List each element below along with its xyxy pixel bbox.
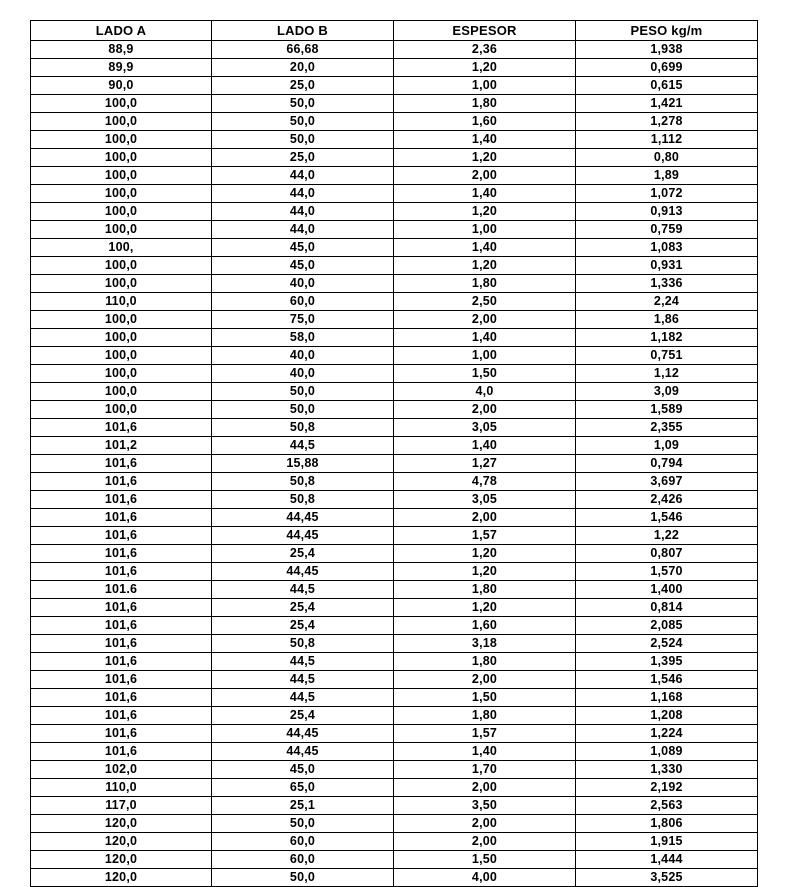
table-cell: 1,57	[394, 725, 576, 743]
table-cell: 100,0	[31, 167, 212, 185]
table-cell: 2,00	[394, 401, 576, 419]
table-cell: 100,	[31, 239, 212, 257]
table-cell: 2,00	[394, 779, 576, 797]
table-cell: 50,8	[212, 635, 394, 653]
table-cell: 0,814	[576, 599, 758, 617]
table-cell: 40,0	[212, 347, 394, 365]
table-cell: 25,0	[212, 149, 394, 167]
table-cell: 50,8	[212, 491, 394, 509]
table-cell: 100,0	[31, 347, 212, 365]
table-cell: 50,0	[212, 869, 394, 887]
table-cell: 2,00	[394, 815, 576, 833]
table-cell: 2,085	[576, 617, 758, 635]
table-row	[31, 365, 758, 383]
table-row	[31, 509, 758, 527]
table-cell: 58,0	[212, 329, 394, 347]
table-cell: 101,2	[31, 437, 212, 455]
table-row	[31, 833, 758, 851]
table-cell: 50,0	[212, 815, 394, 833]
table-cell: 100,0	[31, 257, 212, 275]
table-row	[31, 293, 758, 311]
table-cell: 1,20	[394, 203, 576, 221]
table-cell: 1,208	[576, 707, 758, 725]
table-row	[31, 419, 758, 437]
table-row	[31, 761, 758, 779]
table-cell: 100,0	[31, 275, 212, 293]
table-cell: 44,45	[212, 509, 394, 527]
table-cell: 1,278	[576, 113, 758, 131]
table-cell: 45,0	[212, 257, 394, 275]
table-row	[31, 185, 758, 203]
table-cell: 100,0	[31, 221, 212, 239]
table-cell: 100,0	[31, 203, 212, 221]
table-cell: 0,80	[576, 149, 758, 167]
table-cell: 1,40	[394, 437, 576, 455]
table-cell: 101,6	[31, 455, 212, 473]
table-cell: 101,6	[31, 653, 212, 671]
table-cell: 1,80	[394, 581, 576, 599]
table-cell: 101,6	[31, 689, 212, 707]
table-row	[31, 527, 758, 545]
table-cell: 102,0	[31, 761, 212, 779]
table-row	[31, 779, 758, 797]
table-cell: 1,09	[576, 437, 758, 455]
table-cell: 101,6	[31, 617, 212, 635]
table-cell: 50,0	[212, 95, 394, 113]
table-row	[31, 437, 758, 455]
spec-table-container	[30, 20, 757, 887]
table-cell: 2,563	[576, 797, 758, 815]
table-cell: 1,40	[394, 329, 576, 347]
table-cell: 100,0	[31, 149, 212, 167]
table-cell: 2,00	[394, 671, 576, 689]
table-cell: 1,50	[394, 365, 576, 383]
table-cell: 1,50	[394, 851, 576, 869]
table-cell: 75,0	[212, 311, 394, 329]
table-cell: 1,40	[394, 131, 576, 149]
table-row	[31, 455, 758, 473]
table-cell: 100,0	[31, 311, 212, 329]
table-row	[31, 545, 758, 563]
table-cell: 44,0	[212, 167, 394, 185]
table-cell: 1,421	[576, 95, 758, 113]
table-cell: 110,0	[31, 293, 212, 311]
table-cell: 1,20	[394, 149, 576, 167]
table-cell: 50,8	[212, 473, 394, 491]
table-row	[31, 671, 758, 689]
table-cell: 3,05	[394, 491, 576, 509]
table-cell: 60,0	[212, 851, 394, 869]
table-cell: 1,168	[576, 689, 758, 707]
table-cell: 1,330	[576, 761, 758, 779]
table-cell: 1,22	[576, 527, 758, 545]
table-cell: 25,0	[212, 77, 394, 95]
table-header	[31, 21, 758, 41]
table-cell: 2,00	[394, 311, 576, 329]
table-cell: 1,40	[394, 239, 576, 257]
table-row	[31, 491, 758, 509]
table-cell: 1,546	[576, 509, 758, 527]
table-cell: 1,80	[394, 275, 576, 293]
table-cell: 15,88	[212, 455, 394, 473]
table-cell: 60,0	[212, 293, 394, 311]
table-cell: 0,759	[576, 221, 758, 239]
table-cell: 1,20	[394, 599, 576, 617]
table-cell: 100,0	[31, 95, 212, 113]
table-cell: 50,0	[212, 383, 394, 401]
table-cell: 44,5	[212, 581, 394, 599]
table-row	[31, 473, 758, 491]
table-cell: 44,5	[212, 671, 394, 689]
table-row	[31, 869, 758, 887]
table-cell: 110,0	[31, 779, 212, 797]
table-cell: 101,6	[31, 635, 212, 653]
table-row	[31, 131, 758, 149]
table-cell: 1,12	[576, 365, 758, 383]
table-cell: 1,80	[394, 95, 576, 113]
table-cell: 2,24	[576, 293, 758, 311]
table-cell: 101,6	[31, 707, 212, 725]
table-cell: 1,806	[576, 815, 758, 833]
table-cell: 3,18	[394, 635, 576, 653]
table-cell: 2,00	[394, 833, 576, 851]
column-header-peso: PESO kg/m	[576, 21, 758, 41]
table-cell: 1,20	[394, 59, 576, 77]
table-cell: 3,50	[394, 797, 576, 815]
table-cell: 101,6	[31, 725, 212, 743]
table-cell: 1,336	[576, 275, 758, 293]
table-row	[31, 41, 758, 59]
table-cell: 4,0	[394, 383, 576, 401]
table-cell: 40,0	[212, 275, 394, 293]
table-row	[31, 653, 758, 671]
table-cell: 25,4	[212, 545, 394, 563]
table-cell: 101,6	[31, 563, 212, 581]
table-row	[31, 95, 758, 113]
table-cell: 2,192	[576, 779, 758, 797]
table-cell: 65,0	[212, 779, 394, 797]
table-cell: 60,0	[212, 833, 394, 851]
table-cell: 20,0	[212, 59, 394, 77]
table-cell: 25,4	[212, 599, 394, 617]
table-cell: 101,6	[31, 743, 212, 761]
table-cell: 101.6	[31, 581, 212, 599]
table-cell: 0,751	[576, 347, 758, 365]
table-row	[31, 851, 758, 869]
table-cell: 2,355	[576, 419, 758, 437]
table-cell: 3,09	[576, 383, 758, 401]
table-cell: 1,444	[576, 851, 758, 869]
table-cell: 101,6	[31, 419, 212, 437]
table-cell: 44,45	[212, 563, 394, 581]
table-row	[31, 203, 758, 221]
table-cell: 2,00	[394, 167, 576, 185]
table-row	[31, 329, 758, 347]
table-cell: 50,8	[212, 419, 394, 437]
table-row	[31, 689, 758, 707]
table-cell: 101,6	[31, 473, 212, 491]
table-cell: 89,9	[31, 59, 212, 77]
table-row	[31, 149, 758, 167]
table-cell: 101,6	[31, 671, 212, 689]
table-row	[31, 383, 758, 401]
table-cell: 120,0	[31, 869, 212, 887]
table-row	[31, 275, 758, 293]
table-row	[31, 725, 758, 743]
table-cell: 1,40	[394, 185, 576, 203]
column-header-lado-a: LADO A	[31, 21, 212, 41]
table-cell: 66,68	[212, 41, 394, 59]
column-header-espesor: ESPESOR	[394, 21, 576, 41]
table-cell: 1,072	[576, 185, 758, 203]
table-cell: 100,0	[31, 365, 212, 383]
table-cell: 1,57	[394, 527, 576, 545]
table-row	[31, 167, 758, 185]
table-cell: 1,395	[576, 653, 758, 671]
table-cell: 101,6	[31, 527, 212, 545]
table-cell: 1,20	[394, 563, 576, 581]
table-header-row	[31, 21, 758, 41]
table-cell: 40,0	[212, 365, 394, 383]
table-cell: 1,546	[576, 671, 758, 689]
table-cell: 44,0	[212, 203, 394, 221]
table-cell: 44,0	[212, 221, 394, 239]
table-row	[31, 239, 758, 257]
table-cell: 1,224	[576, 725, 758, 743]
table-cell: 100,0	[31, 113, 212, 131]
table-cell: 2,426	[576, 491, 758, 509]
table-cell: 90,0	[31, 77, 212, 95]
table-cell: 0,913	[576, 203, 758, 221]
table-cell: 0,794	[576, 455, 758, 473]
table-row	[31, 617, 758, 635]
table-cell: 44,5	[212, 689, 394, 707]
table-row	[31, 77, 758, 95]
table-cell: 101,6	[31, 545, 212, 563]
table-cell: 88,9	[31, 41, 212, 59]
table-cell: 1,80	[394, 653, 576, 671]
table-cell: 0,807	[576, 545, 758, 563]
table-cell: 1,589	[576, 401, 758, 419]
table-cell: 44,5	[212, 437, 394, 455]
table-cell: 25,4	[212, 707, 394, 725]
table-cell: 1,089	[576, 743, 758, 761]
table-cell: 0,615	[576, 77, 758, 95]
table-cell: 1,20	[394, 545, 576, 563]
table-row	[31, 113, 758, 131]
table-row	[31, 797, 758, 815]
table-cell: 100,0	[31, 401, 212, 419]
table-cell: 100,0	[31, 329, 212, 347]
table-cell: 1,915	[576, 833, 758, 851]
table-cell: 120,0	[31, 815, 212, 833]
table-row	[31, 635, 758, 653]
table-cell: 1,00	[394, 347, 576, 365]
table-cell: 1,50	[394, 689, 576, 707]
table-cell: 2,524	[576, 635, 758, 653]
table-cell: 45,0	[212, 239, 394, 257]
table-cell: 1,00	[394, 77, 576, 95]
table-cell: 101,6	[31, 491, 212, 509]
table-cell: 0,931	[576, 257, 758, 275]
table-cell: 4,78	[394, 473, 576, 491]
table-cell: 120,0	[31, 833, 212, 851]
table-cell: 120,0	[31, 851, 212, 869]
table-cell: 117,0	[31, 797, 212, 815]
table-cell: 1,27	[394, 455, 576, 473]
table-cell: 2,00	[394, 509, 576, 527]
table-cell: 1,938	[576, 41, 758, 59]
table-row	[31, 815, 758, 833]
table-cell: 100,0	[31, 383, 212, 401]
table-row	[31, 221, 758, 239]
table-cell: 3,05	[394, 419, 576, 437]
table-cell: 1,112	[576, 131, 758, 149]
table-row	[31, 743, 758, 761]
table-cell: 50,0	[212, 401, 394, 419]
table-cell: 45,0	[212, 761, 394, 779]
table-cell: 25,1	[212, 797, 394, 815]
table-row	[31, 347, 758, 365]
table-row	[31, 401, 758, 419]
table-row	[31, 563, 758, 581]
table-cell: 1,00	[394, 221, 576, 239]
table-row	[31, 257, 758, 275]
table-cell: 100,0	[31, 131, 212, 149]
table-cell: 44,5	[212, 653, 394, 671]
table-cell: 3,697	[576, 473, 758, 491]
column-header-lado-b: LADO B	[212, 21, 394, 41]
table-cell: 1,89	[576, 167, 758, 185]
table-cell: 101,6	[31, 509, 212, 527]
table-cell: 2,50	[394, 293, 576, 311]
table-body	[31, 41, 758, 887]
table-cell: 100,0	[31, 185, 212, 203]
table-cell: 4,00	[394, 869, 576, 887]
table-cell: 50,0	[212, 113, 394, 131]
table-cell: 1,80	[394, 707, 576, 725]
table-cell: 1,400	[576, 581, 758, 599]
table-cell: 25,4	[212, 617, 394, 635]
table-cell: 44,0	[212, 185, 394, 203]
table-cell: 1,60	[394, 617, 576, 635]
table-cell: 1,40	[394, 743, 576, 761]
table-row	[31, 581, 758, 599]
table-cell: 1,86	[576, 311, 758, 329]
table-row	[31, 59, 758, 77]
table-cell: 50,0	[212, 131, 394, 149]
table-cell: 44,45	[212, 725, 394, 743]
table-cell: 44,45	[212, 527, 394, 545]
table-cell: 1,60	[394, 113, 576, 131]
table-cell: 1,182	[576, 329, 758, 347]
table-cell: 44,45	[212, 743, 394, 761]
table-cell: 3,525	[576, 869, 758, 887]
table-cell: 0,699	[576, 59, 758, 77]
table-cell: 2,36	[394, 41, 576, 59]
table-cell: 1,083	[576, 239, 758, 257]
table-cell: 1,570	[576, 563, 758, 581]
table-row	[31, 707, 758, 725]
table-row	[31, 311, 758, 329]
table-cell: 101,6	[31, 599, 212, 617]
table-cell: 1,20	[394, 257, 576, 275]
table-cell: 1,70	[394, 761, 576, 779]
dimensions-table	[30, 20, 758, 887]
table-row	[31, 599, 758, 617]
